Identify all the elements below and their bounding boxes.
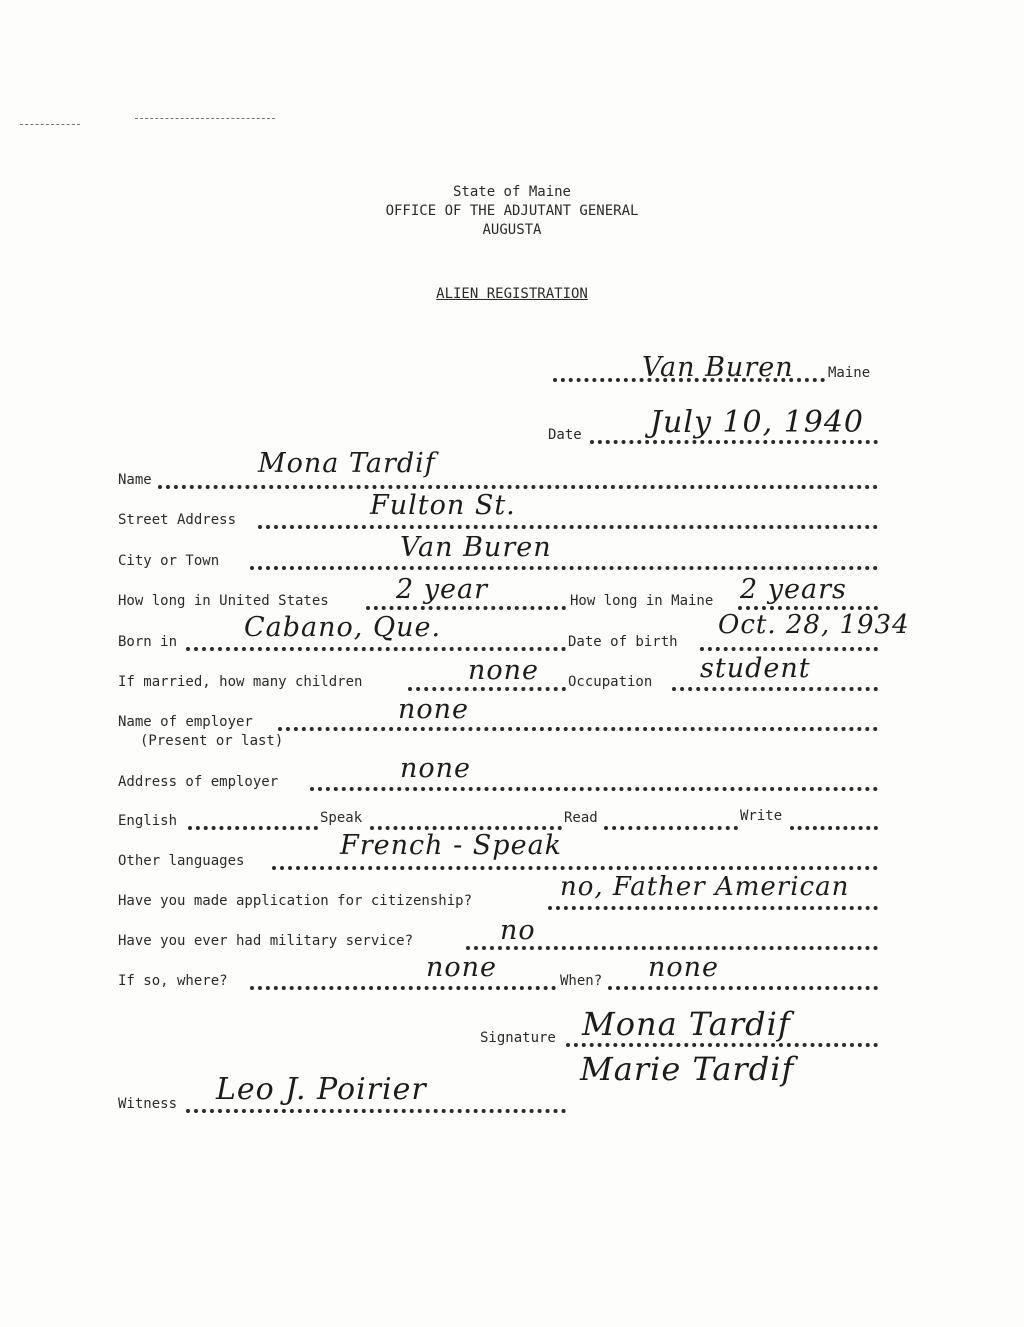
employer-value: none [398,694,470,725]
us-years-value: 2 year [396,574,488,605]
dob-value: Oct. 28, 1934 [718,610,910,640]
children-value: none [468,655,540,686]
employer-address-line [310,787,878,791]
other-languages-line [272,866,878,870]
date-value: July 10, 1940 [650,405,865,440]
english-write-label: Write [740,808,783,824]
english-read-label: Read [564,810,598,826]
where-value: none [426,952,498,983]
when-value: none [648,952,720,983]
scan-mark [20,124,80,125]
where-label: If so, where? [118,973,228,989]
witness-line [186,1109,566,1113]
citizenship-label: Have you made application for citizenship? [118,893,473,909]
other-languages-label: Other languages [118,853,245,869]
when-line [608,986,878,990]
employer-address-value: none [400,753,472,784]
place-value: Van Buren [642,352,794,383]
english-speak-label: Speak [320,810,363,826]
born-in-line [186,647,566,651]
when-label: When? [560,973,603,989]
military-label: Have you ever had military service? [118,933,414,949]
place-suffix: Maine [828,365,871,381]
maine-years-value: 2 years [740,574,847,605]
employer-line [278,727,878,731]
header-state: State of Maine [452,184,571,200]
occupation-value: student [700,653,811,684]
other-languages-value: French - Speak [340,830,563,861]
date-label: Date [548,427,582,443]
citizenship-line [548,906,878,910]
signature-label: Signature [480,1030,556,1046]
employer-address-label: Address of employer [118,774,279,790]
born-in-label: Born in [118,634,178,650]
name-value: Mona Tardif [258,448,436,479]
occupation-label: Occupation [568,674,653,690]
city-value: Van Buren [400,532,552,563]
military-line [466,946,878,950]
street-line [258,525,878,529]
employer-label: Name of employer [118,714,253,730]
signature-value: Mona Tardif [582,1005,791,1043]
witness-value: Leo J. Poirier [216,1072,427,1107]
signature-value-2: Marie Tardif [580,1050,795,1088]
employer-sublabel: (Present or last) [140,733,284,749]
city-line [250,566,878,570]
header-city: AUGUSTA [482,222,542,238]
dob-line [700,647,878,651]
where-line [250,986,556,990]
name-line [158,485,878,489]
citizenship-value: no, Father American [560,872,850,902]
occupation-line [672,687,878,691]
form-title: ALIEN REGISTRATION [436,286,588,302]
header-office: OFFICE OF THE ADJUTANT GENERAL [385,203,639,219]
date-line [590,440,878,444]
english-write-line-1 [604,826,738,830]
dob-label: Date of birth [568,634,678,650]
born-in-value: Cabano, Que. [244,612,442,643]
us-years-label: How long in United States [118,593,329,609]
city-label: City or Town [118,553,220,569]
maine-years-label: How long in Maine [570,593,714,609]
witness-label: Witness [118,1096,178,1112]
street-label: Street Address [118,512,237,528]
street-value: Fulton St. [370,490,516,521]
us-years-line [366,606,566,610]
military-value: no [500,915,536,946]
scan-mark [135,118,275,119]
children-label: If married, how many children [118,674,363,690]
english-write-line-2 [790,826,878,830]
children-line [408,687,566,691]
english-speak-line [188,826,318,830]
name-label: Name [118,472,152,488]
english-label: English [118,813,178,829]
signature-line [566,1043,878,1047]
